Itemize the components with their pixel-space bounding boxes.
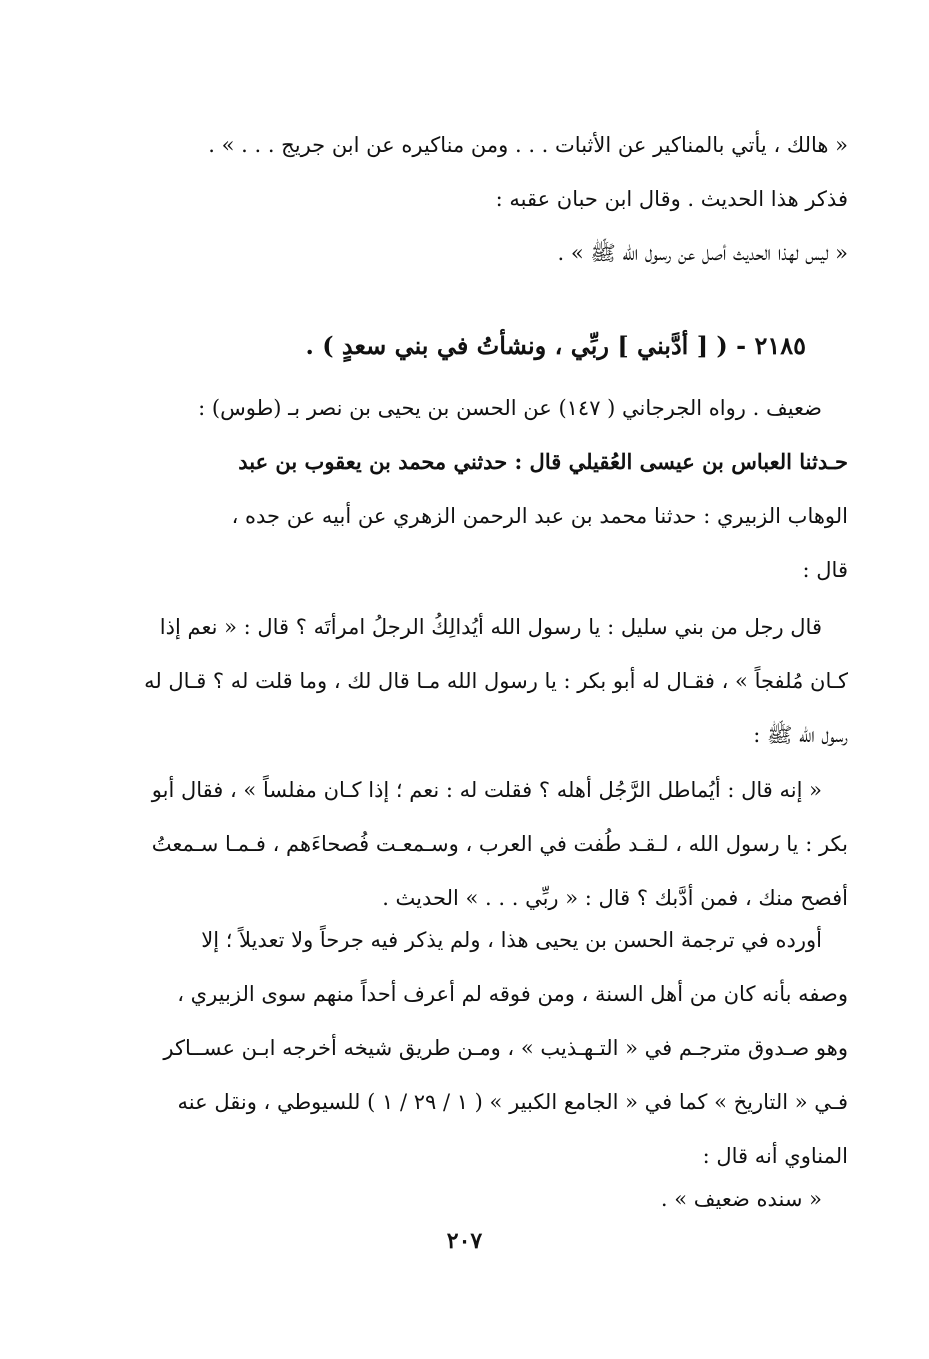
text-line: وصفه بأنه كان من أهل السنة ، ومن فوقه لم أعرف أحداً منهم سوى الزبيري ، xyxy=(177,982,848,1006)
previous-entry-text xyxy=(108,118,848,280)
text-line: فذكر هذا الحديث . وقال ابن حبان عقبه : xyxy=(495,187,848,211)
text-line: « هالك ، يأتي بالمناكير عن الأثبات . . . ومن مناكيره عن ابن جريج . . . » . xyxy=(208,133,848,157)
text-line: قال رجل من بني سليل : يا رسول الله أيُدالِكُ الرجلُ امرأتَه ؟ قال : « نعم إذا xyxy=(159,615,822,639)
text-line: كـان مُلفجاً » ، فقـال له أبو بكر : يا رسول الله مـا قال لك ، وما قلت له ؟ قـال له xyxy=(144,669,848,693)
commentary-paragraph xyxy=(108,913,848,1183)
quote-text: « سنده ضعيف » . xyxy=(660,1187,822,1211)
text-line: فـي « التاريخ » كما في « الجامع الكبير » ( ١ / ٢٩ / ١ ) للسيوطي ، ونقل عنه xyxy=(177,1090,848,1114)
hadith-heading: ٢١٨٥ - ( [ أدَّبني ] ربِّي ، ونشأتُ في بني سعدٍ ) . xyxy=(305,331,806,360)
quote-paragraph xyxy=(108,1172,848,1226)
text-line: « إنه قال : أيُماطل الرَّجُل أهله ؟ فقلت له : نعم ؛ إذا كـان مفلساً » ، فقال أبو xyxy=(151,778,822,802)
text-line: رسول الله ﷺ : xyxy=(753,723,848,747)
text-line: بكر : يا رسول الله ، لـقـد طُفت في العرب ، وسـمعـت فُصحاءَهم ، فـمـا سـمعتُ xyxy=(151,832,848,856)
text-line: ضعيف . رواه الجرجاني ( ١٤٧) عن الحسن بن يحيى بن نصر بـ (طوس) : xyxy=(198,396,822,420)
text-line: المناوي أنه قال : xyxy=(702,1144,848,1168)
text-line: الوهاب الزبيري : حدثنا محمد بن عبد الرحمن الزهري عن أبيه عن جده ، xyxy=(231,504,848,528)
text-line: قال : xyxy=(802,558,848,582)
text-line: « ليس لهذا الحديث أصل عن رسول الله ﷺ » . xyxy=(557,241,848,265)
text-line: وهو صـدوق مترجـم في « التـهـذيب » ، ومـن طريق شيخه أخرجه ابـن عســاكر xyxy=(163,1036,848,1060)
page-number: ٢٠٧ xyxy=(446,1228,483,1254)
text-line: حـدثنا العباس بن عيسى العُقيلي قال : حدثني محمد بن يعقوب بن عبد xyxy=(238,449,848,474)
text-line: أفصح منك ، فمن أدَّبك ؟ قال : « ربِّي . . . » الحديث . xyxy=(382,886,848,910)
matn-paragraph-1 xyxy=(108,600,848,762)
text-line: أورده في ترجمة الحسن بن يحيى هذا ، ولم يذكر فيه جرحاً ولا تعديلاً ؛ إلا xyxy=(201,928,822,952)
matn-paragraph-2 xyxy=(108,763,848,925)
isnad-paragraph xyxy=(108,381,848,597)
